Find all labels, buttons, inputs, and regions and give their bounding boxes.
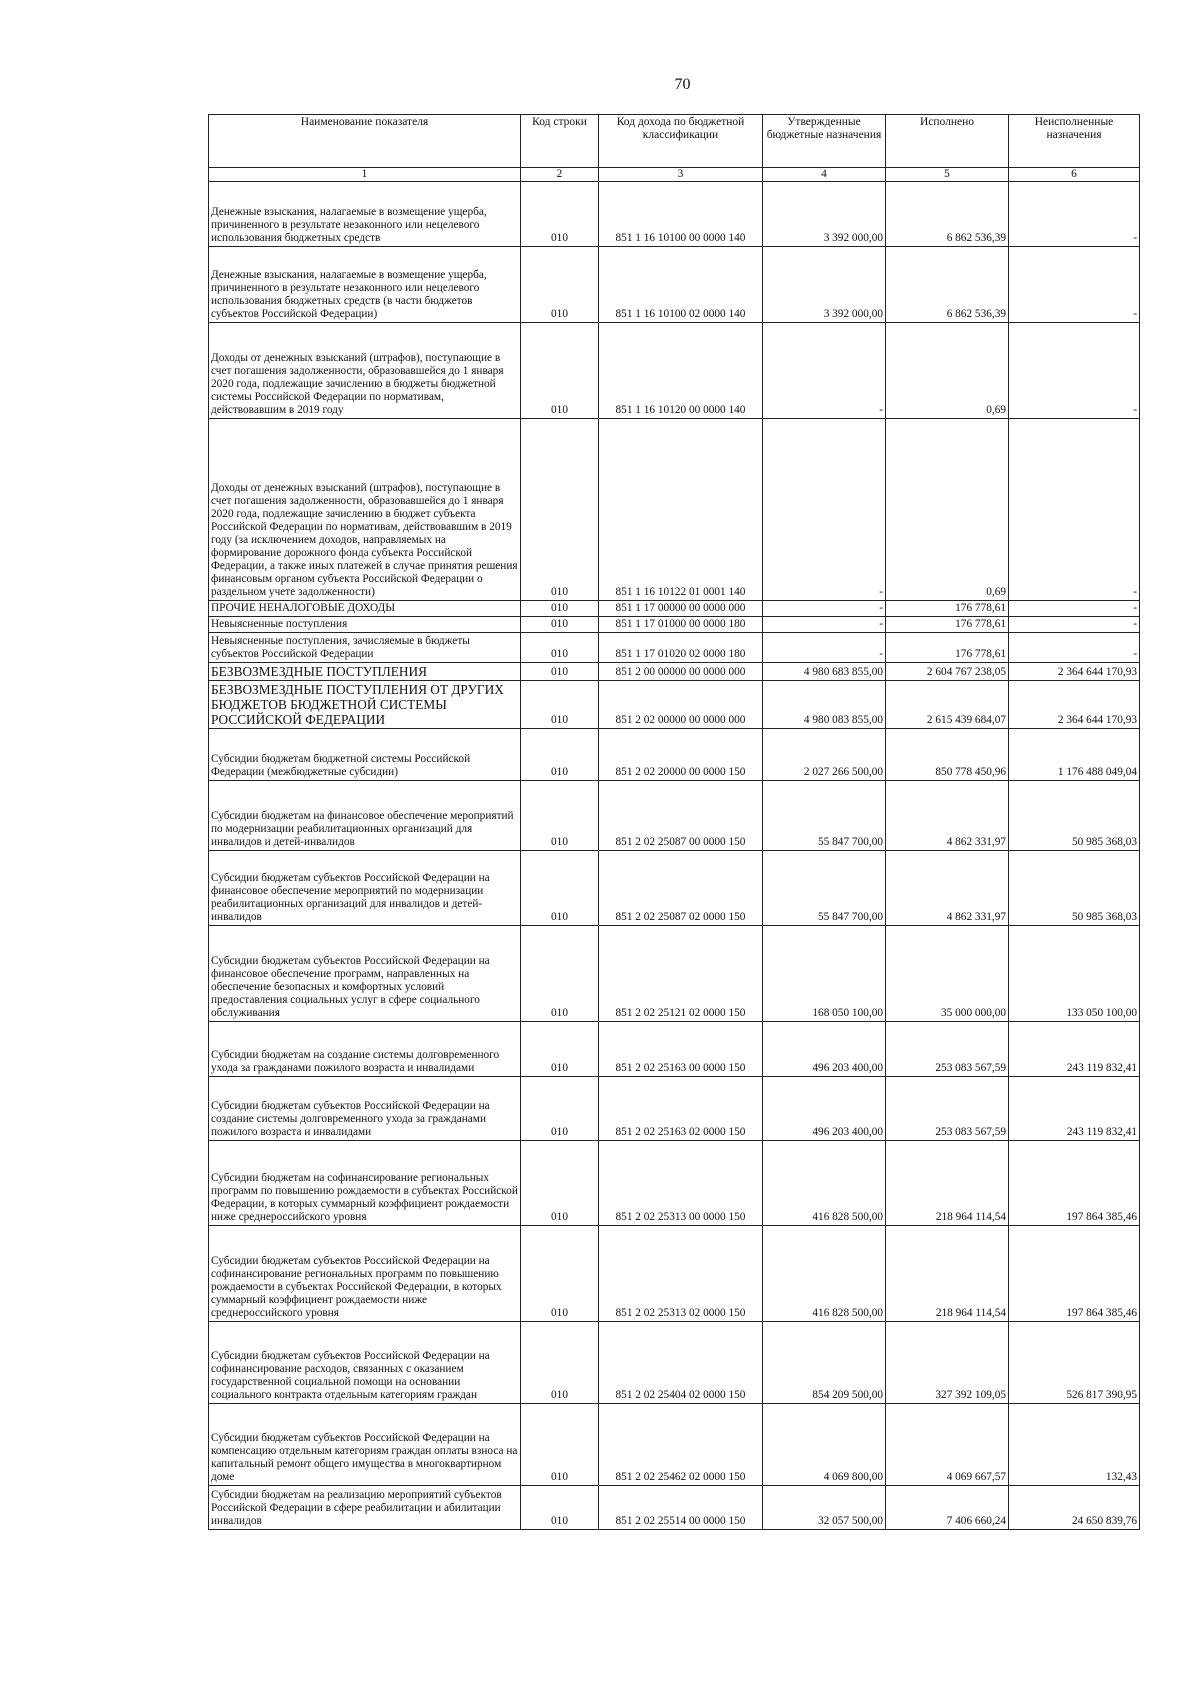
table-row	[209, 851, 1140, 926]
row-approved: 32 057 500,00	[763, 1486, 886, 1530]
row-line-code: 010	[521, 663, 599, 681]
row-indicator-name: Субсидии бюджетам субъектов Российской Федерации на финансовое обеспечение программ, направленных на обеспечение безопасных и комфортных условий предоставления социальных услуг в сфере социального обслуживания	[209, 926, 521, 1022]
row-approved: -	[763, 601, 886, 617]
table-row	[209, 1141, 1140, 1226]
row-indicator-name: Доходы от денежных взысканий (штрафов), поступающие в счет погашения задолженности, образовавшейся до 1 января 2020 года, подлежащие зачислению в бюджеты бюджетной системы Российской Федерации по нормативам, действовавшим в 2019 году	[209, 323, 521, 419]
table-row	[209, 1077, 1140, 1141]
table-row	[209, 247, 1140, 323]
row-unexecuted: 132,43	[1009, 1404, 1140, 1486]
column-number: 3	[599, 168, 763, 182]
row-budget-code: 851 2 02 25121 02 0000 150	[599, 926, 763, 1022]
row-approved: 4 980 683 855,00	[763, 663, 886, 681]
table-row	[209, 1404, 1140, 1486]
row-executed: 6 862 536,39	[886, 247, 1009, 323]
table-row	[209, 1322, 1140, 1404]
row-unexecuted: 133 050 100,00	[1009, 926, 1140, 1022]
row-unexecuted: 243 119 832,41	[1009, 1077, 1140, 1141]
table-row	[209, 1486, 1140, 1530]
row-executed: 253 083 567,59	[886, 1077, 1009, 1141]
row-line-code: 010	[521, 182, 599, 247]
row-unexecuted: 197 864 385,46	[1009, 1141, 1140, 1226]
row-indicator-name: Денежные взыскания, налагаемые в возмещение ущерба, причиненного в результате незаконного или нецелевого использования бюджетных средств	[209, 182, 521, 247]
row-unexecuted: -	[1009, 633, 1140, 663]
row-unexecuted: 243 119 832,41	[1009, 1022, 1140, 1077]
column-number: 4	[763, 168, 886, 182]
row-executed: 218 964 114,54	[886, 1141, 1009, 1226]
row-executed: 4 862 331,97	[886, 851, 1009, 926]
row-approved: 416 828 500,00	[763, 1141, 886, 1226]
row-budget-code: 851 2 00 00000 00 0000 000	[599, 663, 763, 681]
row-budget-code: 851 2 02 25087 00 0000 150	[599, 781, 763, 851]
column-header-unexecuted: Неисполненные назначения	[1009, 115, 1140, 168]
row-line-code: 010	[521, 323, 599, 419]
row-approved: 496 203 400,00	[763, 1077, 886, 1141]
row-line-code: 010	[521, 926, 599, 1022]
row-line-code: 010	[521, 247, 599, 323]
row-line-code: 010	[521, 1022, 599, 1077]
row-budget-code: 851 2 02 25163 02 0000 150	[599, 1077, 763, 1141]
row-approved: -	[763, 633, 886, 663]
row-line-code: 010	[521, 1077, 599, 1141]
row-line-code: 010	[521, 617, 599, 633]
table-row	[209, 781, 1140, 851]
row-executed: 4 069 667,57	[886, 1404, 1009, 1486]
row-indicator-name: Субсидии бюджетам на реализацию мероприятий субъектов Российской Федерации в сфере реабилитации и абилитации инвалидов	[209, 1486, 521, 1530]
column-number: 6	[1009, 168, 1140, 182]
row-line-code: 010	[521, 1322, 599, 1404]
table-row	[209, 1226, 1140, 1322]
row-line-code: 010	[521, 781, 599, 851]
row-budget-code: 851 2 02 25462 02 0000 150	[599, 1404, 763, 1486]
row-indicator-name: БЕЗВОЗМЕЗДНЫЕ ПОСТУПЛЕНИЯ	[209, 663, 521, 681]
row-approved: -	[763, 419, 886, 601]
column-number: 1	[209, 168, 521, 182]
row-indicator-name: Невыясненные поступления, зачисляемые в бюджеты субъектов Российской Федерации	[209, 633, 521, 663]
row-approved: 854 209 500,00	[763, 1322, 886, 1404]
row-indicator-name: Субсидии бюджетам на создание системы долговременного ухода за гражданами пожилого возраста и инвалидами	[209, 1022, 521, 1077]
row-line-code: 010	[521, 601, 599, 617]
row-approved: 416 828 500,00	[763, 1226, 886, 1322]
row-unexecuted: 50 985 368,03	[1009, 851, 1140, 926]
table-row	[209, 663, 1140, 681]
row-indicator-name: Доходы от денежных взысканий (штрафов), поступающие в счет погашения задолженности, образовавшейся до 1 января 2020 года, подлежащие зачислению в бюджет субъекта Российской Федерации по нормативам, действовавшим в 2019 году (за исключением доходов, направляемых на формирование дорожного фонда субъекта Российской Федерации, а также иных платежей в случае принятия решения финансовым органом субъекта Российской Федерации о раздельном учете задолженности)	[209, 419, 521, 601]
row-unexecuted: -	[1009, 601, 1140, 617]
row-executed: 176 778,61	[886, 633, 1009, 663]
row-unexecuted: 50 985 368,03	[1009, 781, 1140, 851]
row-budget-code: 851 2 02 25313 02 0000 150	[599, 1226, 763, 1322]
table-row	[209, 182, 1140, 247]
row-executed: 35 000 000,00	[886, 926, 1009, 1022]
row-budget-code: 851 2 02 25514 00 0000 150	[599, 1486, 763, 1530]
row-executed: 176 778,61	[886, 601, 1009, 617]
column-header-line-code: Код строки	[521, 115, 599, 168]
row-unexecuted: 2 364 644 170,93	[1009, 681, 1140, 729]
row-budget-code: 851 2 02 25313 00 0000 150	[599, 1141, 763, 1226]
row-budget-code: 851 1 17 00000 00 0000 000	[599, 601, 763, 617]
row-unexecuted: -	[1009, 323, 1140, 419]
row-unexecuted: -	[1009, 182, 1140, 247]
row-unexecuted: 526 817 390,95	[1009, 1322, 1140, 1404]
row-approved: 55 847 700,00	[763, 781, 886, 851]
row-approved: 168 050 100,00	[763, 926, 886, 1022]
row-unexecuted: -	[1009, 617, 1140, 633]
table-row	[209, 419, 1140, 601]
row-budget-code: 851 2 02 00000 00 0000 000	[599, 681, 763, 729]
row-approved: 496 203 400,00	[763, 1022, 886, 1077]
row-indicator-name: Субсидии бюджетам субъектов Российской Федерации на компенсацию отдельным категориям граждан оплаты взноса на капитальный ремонт общего имущества в многоквартирном доме	[209, 1404, 521, 1486]
row-budget-code: 851 1 16 10120 00 0000 140	[599, 323, 763, 419]
row-approved: -	[763, 617, 886, 633]
table-row	[209, 633, 1140, 663]
row-budget-code: 851 2 02 20000 00 0000 150	[599, 729, 763, 781]
row-approved: -	[763, 323, 886, 419]
table-row	[209, 617, 1140, 633]
row-line-code: 010	[521, 729, 599, 781]
row-indicator-name: Субсидии бюджетам субъектов Российской Федерации на софинансирование расходов, связанных с оказанием государственной социальной помощи на основании социального контракта отдельным категориям граждан	[209, 1322, 521, 1404]
column-header-executed: Исполнено	[886, 115, 1009, 168]
row-budget-code: 851 2 02 25087 02 0000 150	[599, 851, 763, 926]
column-header-indicator-name: Наименование показателя	[209, 115, 521, 168]
row-approved: 55 847 700,00	[763, 851, 886, 926]
row-unexecuted: 24 650 839,76	[1009, 1486, 1140, 1530]
row-indicator-name: Субсидии бюджетам на финансовое обеспечение мероприятий по модернизации реабилитационных организаций для инвалидов и детей-инвалидов	[209, 781, 521, 851]
row-budget-code: 851 1 16 10122 01 0001 140	[599, 419, 763, 601]
row-budget-code: 851 2 02 25404 02 0000 150	[599, 1322, 763, 1404]
row-indicator-name: Субсидии бюджетам бюджетной системы Российской Федерации (межбюджетные субсидии)	[209, 729, 521, 781]
row-indicator-name: Субсидии бюджетам субъектов Российской Федерации на создание системы долговременного ухода за гражданами пожилого возраста и инвалидами	[209, 1077, 521, 1141]
row-executed: 253 083 567,59	[886, 1022, 1009, 1077]
budget-execution-table	[208, 114, 1140, 1530]
row-line-code: 010	[521, 1404, 599, 1486]
row-indicator-name: Субсидии бюджетам на софинансирование региональных программ по повышению рождаемости в субъектах Российской Федерации, в которых суммарный коэффициент рождаемости ниже среднероссийского уровня	[209, 1141, 521, 1226]
table-header-row	[209, 115, 1140, 168]
row-budget-code: 851 2 02 25163 00 0000 150	[599, 1022, 763, 1077]
row-executed: 850 778 450,96	[886, 729, 1009, 781]
table-row	[209, 323, 1140, 419]
row-executed: 7 406 660,24	[886, 1486, 1009, 1530]
row-approved: 3 392 000,00	[763, 247, 886, 323]
row-indicator-name: БЕЗВОЗМЕЗДНЫЕ ПОСТУПЛЕНИЯ ОТ ДРУГИХ БЮДЖЕТОВ БЮДЖЕТНОЙ СИСТЕМЫ РОССИЙСКОЙ ФЕДЕРАЦИИ	[209, 681, 521, 729]
column-number: 5	[886, 168, 1009, 182]
row-executed: 0,69	[886, 323, 1009, 419]
table-row	[209, 681, 1140, 729]
column-number: 2	[521, 168, 599, 182]
row-unexecuted: 2 364 644 170,93	[1009, 663, 1140, 681]
row-executed: 176 778,61	[886, 617, 1009, 633]
row-line-code: 010	[521, 681, 599, 729]
table-row	[209, 1022, 1140, 1077]
page-number: 70	[674, 76, 691, 93]
row-indicator-name: ПРОЧИЕ НЕНАЛОГОВЫЕ ДОХОДЫ	[209, 601, 521, 617]
row-line-code: 010	[521, 1226, 599, 1322]
row-executed: 327 392 109,05	[886, 1322, 1009, 1404]
row-line-code: 010	[521, 633, 599, 663]
row-executed: 6 862 536,39	[886, 182, 1009, 247]
row-approved: 3 392 000,00	[763, 182, 886, 247]
row-line-code: 010	[521, 419, 599, 601]
table-row	[209, 729, 1140, 781]
row-executed: 2 615 439 684,07	[886, 681, 1009, 729]
row-line-code: 010	[521, 851, 599, 926]
row-budget-code: 851 1 17 01000 00 0000 180	[599, 617, 763, 633]
column-header-approved: Утвержденные бюджетные назначения	[763, 115, 886, 168]
row-unexecuted: 197 864 385,46	[1009, 1226, 1140, 1322]
column-number-row	[209, 168, 1140, 182]
row-line-code: 010	[521, 1141, 599, 1226]
row-unexecuted: -	[1009, 247, 1140, 323]
row-executed: 218 964 114,54	[886, 1226, 1009, 1322]
row-indicator-name: Невыясненные поступления	[209, 617, 521, 633]
row-line-code: 010	[521, 1486, 599, 1530]
table-row	[209, 926, 1140, 1022]
row-executed: 0,69	[886, 419, 1009, 601]
row-approved: 4 069 800,00	[763, 1404, 886, 1486]
table-row	[209, 601, 1140, 617]
row-executed: 2 604 767 238,05	[886, 663, 1009, 681]
row-unexecuted: 1 176 488 049,04	[1009, 729, 1140, 781]
row-approved: 4 980 083 855,00	[763, 681, 886, 729]
row-budget-code: 851 1 16 10100 00 0000 140	[599, 182, 763, 247]
row-unexecuted: -	[1009, 419, 1140, 601]
column-header-budget-code: Код дохода по бюджетной классификации	[599, 115, 763, 168]
row-indicator-name: Субсидии бюджетам субъектов Российской Федерации на софинансирование региональных программ по повышению рождаемости в субъектах Российской Федерации, в которых суммарный коэффициент рождаемости ниже среднероссийского уровня	[209, 1226, 521, 1322]
row-approved: 2 027 266 500,00	[763, 729, 886, 781]
row-indicator-name: Денежные взыскания, налагаемые в возмещение ущерба, причиненного в результате незаконного или нецелевого использования бюджетных средств (в части бюджетов субъектов Российской Федерации)	[209, 247, 521, 323]
row-executed: 4 862 331,97	[886, 781, 1009, 851]
row-budget-code: 851 1 16 10100 02 0000 140	[599, 247, 763, 323]
row-indicator-name: Субсидии бюджетам субъектов Российской Федерации на финансовое обеспечение мероприятий по модернизации реабилитационных организаций для инвалидов и детей-инвалидов	[209, 851, 521, 926]
row-budget-code: 851 1 17 01020 02 0000 180	[599, 633, 763, 663]
